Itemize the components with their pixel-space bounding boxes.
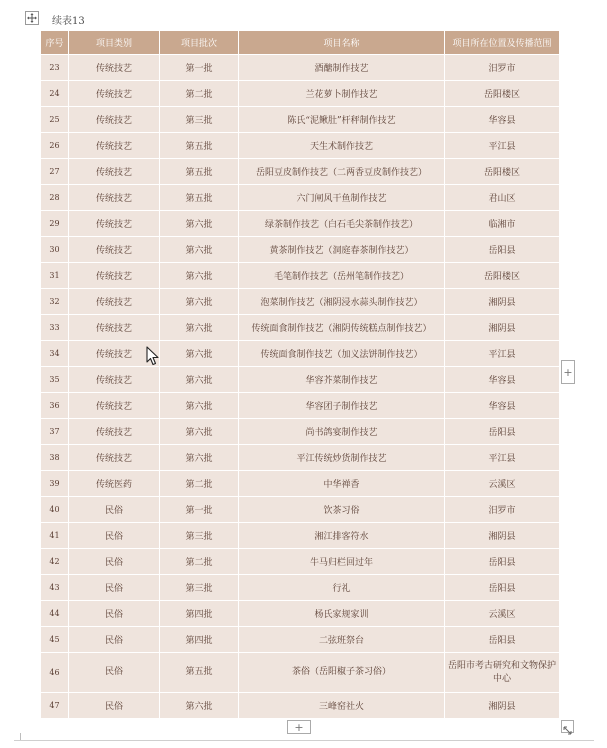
table-row: [41, 55, 560, 81]
table-row: [41, 627, 560, 653]
cell-name[interactable]: 尚书鸽宴制作技艺: [239, 419, 445, 445]
table-row: [41, 289, 560, 315]
cell-name[interactable]: 牛马归栏回过年: [239, 549, 445, 575]
cell-batch[interactable]: 第三批: [160, 575, 239, 601]
cell-location[interactable]: 岳阳县: [445, 575, 560, 601]
header-category: 项目类别: [69, 31, 160, 55]
cell-batch[interactable]: 第四批: [160, 627, 239, 653]
cell-name[interactable]: 陈氏“泥鳅肚”杆秤制作技艺: [239, 107, 445, 133]
cell-location[interactable]: 湘阴县: [445, 289, 560, 315]
table-row: [41, 159, 560, 185]
cell-location[interactable]: 汨罗市: [445, 497, 560, 523]
page-boundary-line: [14, 740, 594, 741]
mouse-pointer-icon: [146, 346, 160, 366]
cell-location[interactable]: 湘阴县: [445, 315, 560, 341]
table-row: [41, 315, 560, 341]
cell-name[interactable]: 泡菜制作技艺（湘阴浸水蒜头制作技艺）: [239, 289, 445, 315]
cell-index[interactable]: 39: [41, 471, 69, 497]
cell-index[interactable]: 44: [41, 601, 69, 627]
table-row: [41, 693, 560, 719]
table-resize-handle[interactable]: [561, 720, 574, 733]
cell-category[interactable]: 民俗: [69, 549, 160, 575]
cell-category[interactable]: 传统技艺: [69, 107, 160, 133]
cell-category[interactable]: 传统医药: [69, 471, 160, 497]
cell-category[interactable]: 传统技艺: [69, 341, 160, 367]
table-row: [41, 263, 560, 289]
cell-name[interactable]: 毛笔制作技艺（岳州笔制作技艺）: [239, 263, 445, 289]
cell-location[interactable]: 平江县: [445, 133, 560, 159]
cell-batch[interactable]: 第六批: [160, 315, 239, 341]
table-row: [41, 523, 560, 549]
heritage-table: [40, 30, 560, 719]
table-row: [41, 653, 560, 693]
plus-icon: +: [563, 365, 573, 379]
table-row: [41, 393, 560, 419]
cell-location[interactable]: 华容县: [445, 393, 560, 419]
cell-location[interactable]: 湘阴县: [445, 693, 560, 719]
cell-name[interactable]: 饮茶习俗: [239, 497, 445, 523]
cell-index[interactable]: 26: [41, 133, 69, 159]
cell-batch[interactable]: 第六批: [160, 237, 239, 263]
cell-name[interactable]: 华容芥菜制作技艺: [239, 367, 445, 393]
cell-index[interactable]: 28: [41, 185, 69, 211]
cell-batch[interactable]: 第五批: [160, 185, 239, 211]
cell-name[interactable]: 二弦班祭台: [239, 627, 445, 653]
cell-location[interactable]: 岳阳县: [445, 549, 560, 575]
cell-category[interactable]: 传统技艺: [69, 393, 160, 419]
plus-icon: +: [294, 720, 304, 734]
cell-name[interactable]: 行礼: [239, 575, 445, 601]
table-body: [41, 55, 560, 719]
table-row: [41, 81, 560, 107]
cell-batch[interactable]: 第二批: [160, 81, 239, 107]
cell-index[interactable]: 41: [41, 523, 69, 549]
cell-index[interactable]: 32: [41, 289, 69, 315]
cell-category[interactable]: 传统技艺: [69, 211, 160, 237]
cell-name[interactable]: 传统面食制作技艺（加义法饼制作技艺）: [239, 341, 445, 367]
cell-name[interactable]: 三峰窑社火: [239, 693, 445, 719]
cell-name[interactable]: 天生术制作技艺: [239, 133, 445, 159]
cell-name[interactable]: 黄茶制作技艺（洞庭春茶制作技艺）: [239, 237, 445, 263]
table-row: [41, 575, 560, 601]
cell-batch[interactable]: 第六批: [160, 367, 239, 393]
cell-index[interactable]: 40: [41, 497, 69, 523]
cell-index[interactable]: 38: [41, 445, 69, 471]
cell-location[interactable]: 湘阴县: [445, 523, 560, 549]
cell-index[interactable]: 30: [41, 237, 69, 263]
cell-category[interactable]: 传统技艺: [69, 315, 160, 341]
cell-category[interactable]: 传统技艺: [69, 81, 160, 107]
cell-batch[interactable]: 第二批: [160, 471, 239, 497]
cell-location[interactable]: 华容县: [445, 107, 560, 133]
cell-category[interactable]: 民俗: [69, 653, 160, 693]
cell-batch[interactable]: 第一批: [160, 55, 239, 81]
cell-name[interactable]: 湘江排客符水: [239, 523, 445, 549]
cell-location[interactable]: 平江县: [445, 341, 560, 367]
table-move-handle[interactable]: [25, 11, 39, 25]
table-caption: 续表13: [52, 16, 85, 27]
cell-location[interactable]: 华容县: [445, 367, 560, 393]
cell-name[interactable]: 平江传统炒货制作技艺: [239, 445, 445, 471]
cell-index[interactable]: 24: [41, 81, 69, 107]
cell-location[interactable]: 岳阳楼区: [445, 81, 560, 107]
table-row: [41, 445, 560, 471]
cell-name[interactable]: 兰花萝卜制作技艺: [239, 81, 445, 107]
cell-category[interactable]: 民俗: [69, 693, 160, 719]
cell-name[interactable]: 传统面食制作技艺（湘阴传统糕点制作技艺）: [239, 315, 445, 341]
cell-name[interactable]: 六门闸风干鱼制作技艺: [239, 185, 445, 211]
cell-location[interactable]: 云溪区: [445, 471, 560, 497]
header-index: 序号: [41, 31, 69, 55]
cell-location[interactable]: 临湘市: [445, 211, 560, 237]
cell-batch[interactable]: 第三批: [160, 107, 239, 133]
cell-batch[interactable]: 第一批: [160, 497, 239, 523]
cell-category[interactable]: 传统技艺: [69, 445, 160, 471]
cell-index[interactable]: 33: [41, 315, 69, 341]
cell-category[interactable]: 民俗: [69, 627, 160, 653]
cell-batch[interactable]: 第五批: [160, 133, 239, 159]
cell-category[interactable]: 民俗: [69, 575, 160, 601]
cell-index[interactable]: 36: [41, 393, 69, 419]
table-row: [41, 367, 560, 393]
table-row: [41, 185, 560, 211]
header-location: 项目所在位置及传播范围: [445, 31, 560, 55]
cell-index[interactable]: 27: [41, 159, 69, 185]
cell-batch[interactable]: 第六批: [160, 263, 239, 289]
table-row: [41, 341, 560, 367]
table-row: [41, 419, 560, 445]
cell-batch[interactable]: 第六批: [160, 693, 239, 719]
table-header-row: [41, 31, 560, 55]
cell-location[interactable]: 平江县: [445, 445, 560, 471]
cell-index[interactable]: 29: [41, 211, 69, 237]
cell-category[interactable]: 传统技艺: [69, 367, 160, 393]
cell-batch[interactable]: 第六批: [160, 445, 239, 471]
cell-batch[interactable]: 第六批: [160, 289, 239, 315]
cell-category[interactable]: 传统技艺: [69, 185, 160, 211]
cell-name[interactable]: 茶俗（岳阳椒子茶习俗）: [239, 653, 445, 693]
cell-location[interactable]: 岳阳县: [445, 419, 560, 445]
cell-name[interactable]: 岳阳豆皮制作技艺（二两香豆皮制作技艺）: [239, 159, 445, 185]
cell-index[interactable]: 43: [41, 575, 69, 601]
cell-index[interactable]: 34: [41, 341, 69, 367]
header-name: 项目名称: [239, 31, 445, 55]
cell-category[interactable]: 传统技艺: [69, 133, 160, 159]
cell-index[interactable]: 31: [41, 263, 69, 289]
cell-batch[interactable]: 第二批: [160, 549, 239, 575]
table-row: [41, 497, 560, 523]
table-row: [41, 107, 560, 133]
table-row: [41, 237, 560, 263]
cell-batch[interactable]: 第六批: [160, 211, 239, 237]
cell-batch[interactable]: 第三批: [160, 523, 239, 549]
cell-index[interactable]: 35: [41, 367, 69, 393]
cell-batch[interactable]: 第五批: [160, 159, 239, 185]
cell-name[interactable]: 酒醣制作技艺: [239, 55, 445, 81]
resize-icon: [562, 725, 573, 736]
cell-location[interactable]: 云溪区: [445, 601, 560, 627]
cell-index[interactable]: 23: [41, 55, 69, 81]
cell-category[interactable]: 传统技艺: [69, 419, 160, 445]
cell-name[interactable]: 中华禅香: [239, 471, 445, 497]
cell-category[interactable]: 传统技艺: [69, 289, 160, 315]
add-row-button[interactable]: [287, 720, 311, 734]
cell-index[interactable]: 47: [41, 693, 69, 719]
cell-batch[interactable]: 第六批: [160, 393, 239, 419]
cell-location[interactable]: 岳阳县: [445, 627, 560, 653]
cell-index[interactable]: 46: [41, 653, 69, 693]
cell-index[interactable]: 42: [41, 549, 69, 575]
cell-category[interactable]: 民俗: [69, 601, 160, 627]
header-batch: 项目批次: [160, 31, 239, 55]
cell-category[interactable]: 传统技艺: [69, 159, 160, 185]
cell-location[interactable]: 岳阳楼区: [445, 263, 560, 289]
table-row: [41, 549, 560, 575]
cell-batch[interactable]: 第六批: [160, 341, 239, 367]
table-row: [41, 471, 560, 497]
table-row: [41, 601, 560, 627]
cell-category[interactable]: 民俗: [69, 497, 160, 523]
table-row: [41, 133, 560, 159]
table-row: [41, 211, 560, 237]
cell-location[interactable]: 岳阳楼区: [445, 159, 560, 185]
add-column-button[interactable]: [561, 360, 575, 384]
cell-batch[interactable]: 第六批: [160, 419, 239, 445]
cell-location[interactable]: 岳阳县: [445, 237, 560, 263]
move-icon: [27, 13, 37, 23]
cell-category[interactable]: 传统技艺: [69, 237, 160, 263]
cell-batch[interactable]: 第四批: [160, 601, 239, 627]
cell-batch[interactable]: 第五批: [160, 653, 239, 693]
cell-category[interactable]: 传统技艺: [69, 263, 160, 289]
cell-name[interactable]: 杨氏家规家训: [239, 601, 445, 627]
cell-name[interactable]: 华容团子制作技艺: [239, 393, 445, 419]
cell-location[interactable]: 岳阳市考古研究和文物保护中心: [445, 653, 560, 693]
cell-index[interactable]: 37: [41, 419, 69, 445]
cell-location[interactable]: 汨罗市: [445, 55, 560, 81]
cell-location[interactable]: 君山区: [445, 185, 560, 211]
cell-index[interactable]: 25: [41, 107, 69, 133]
cell-category[interactable]: 民俗: [69, 523, 160, 549]
cell-name[interactable]: 绿茶制作技艺（白石毛尖茶制作技艺）: [239, 211, 445, 237]
cell-category[interactable]: 传统技艺: [69, 55, 160, 81]
cell-index[interactable]: 45: [41, 627, 69, 653]
